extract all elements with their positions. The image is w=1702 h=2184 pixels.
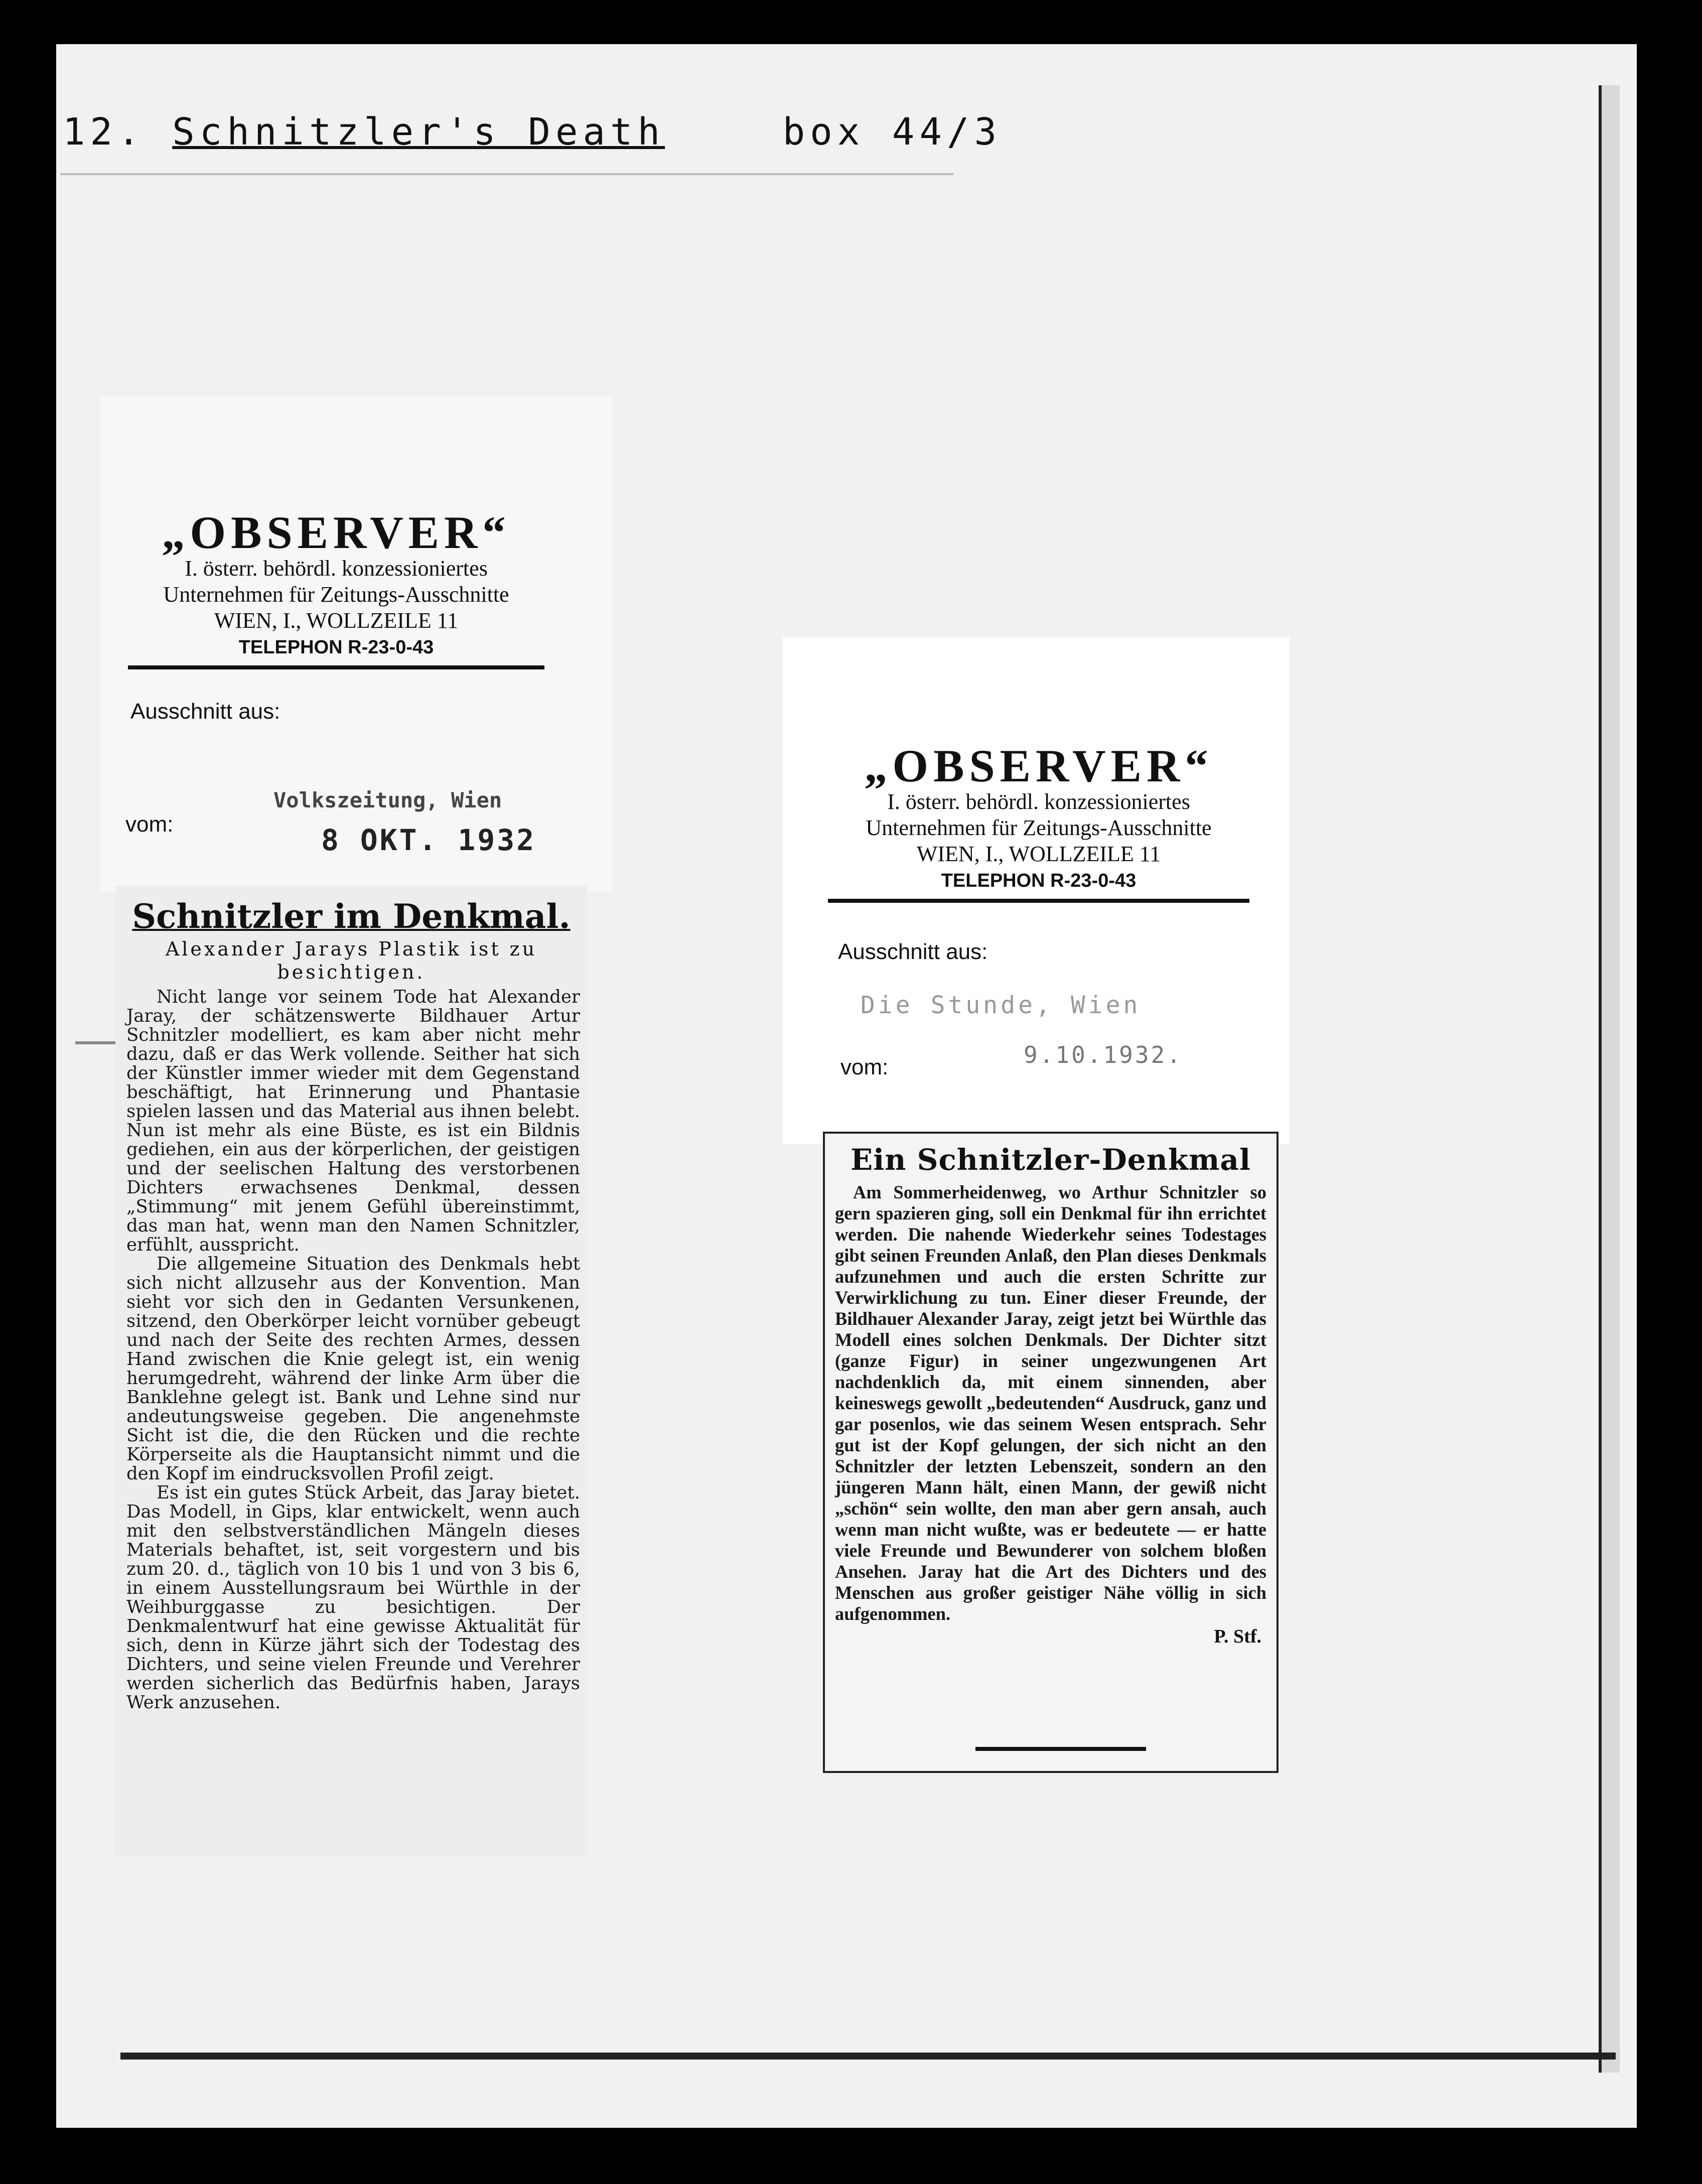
article-ein-schnitzler-denkmal <box>823 1132 1279 1773</box>
observer-address: WIEN, I., WOLLZEILE 11 <box>916 841 1161 866</box>
observer-telephone: TELEPHON R-23-0-43 <box>238 636 434 658</box>
observer-brand: „OBSERVER“ <box>864 740 1213 791</box>
observer-letterhead-left <box>128 509 544 669</box>
box-label: box 44/3 <box>782 110 1002 154</box>
article-paragraph: Die allgemeine Situation des Denkmals hebt sich nicht allzusehr aus der Konvention. Man sieht vor sich den in Gedanten Versunkenen, sitzend, den Oberkörper leicht vornüber gebeugt und nach der Seite des rechten Armes, dessen Hand zwischen die Knie gelegt ist, ein wenig herumgedreht, während der linke Arm über die Banklehne gelegt ist. Bank und Lehne sind nur andeutungsweise gegeben. Die angenehmste Sicht ist die, die den Rücken und die rechte Körperseite als die Hauptansicht nimmt und die den Kopf im eindrucksvollen Profil zeigt. <box>126 1254 580 1484</box>
article-paragraph: Nicht lange vor seinem Tode hat Alexander Jaray, der schätzenswerte Bildhauer Artur Schnitzler modelliert, es kam aber nicht mehr dazu, daß er das Werk vollende. Seither hat sich der Künstler immer wieder mit dem Gegenstand beschäftigt, hat Erinnerung und Phantasie spielen lassen und das Material aus ihnen belebt. Nun ist mehr als eine Büste, es ist ein Bildnis gediehen, ein aus der körperlichen, der geistigen und der seelischen Haltung des verstorbenen Dichters erwachsenes Denkmal, dessen „Stimmung“ mit jenem Gefühl übereinstimmt, das man hat, wenn man den Namen Schnitzler, erfühlt, ausspricht. <box>126 987 580 1256</box>
folder-header <box>63 110 1002 154</box>
article-paragraph: Es ist ein gutes Stück Arbeit, das Jaray bietet. Das Modell, in Gips, klar entwickelt, wenn auch mit den selbstverständlichen Mängeln dieses Materials behaftet, ist, seit vorgestern und bis zum 20. d., täglich von 10 bis 1 und von 3 bis 6, in einem Ausstellungsraum bei Würthle in der Weihburggasse zu besichtigen. Der Denkmalentwurf hat eine gewisse Aktualität für sich, denn in Kürze jährt sich der Todestag des Dichters, und seine vielen Freunde und Verehrer werden sicherlich das Bedürfnis haben, Jarays Werk anzusehen. <box>126 1482 580 1713</box>
observer-line-1: I. österr. behördl. konzessioniertes <box>185 556 488 581</box>
article-paragraph: Am Sommerheidenweg, wo Arthur Schnitzler so gern spazieren ging, soll ein Denkmal für ihn errichtet werden. Die nahende Wiederkehr seines Todestages gibt seinen Freunden Anlaß, den Plan dieses Denkmals aufzunehmen und auch die ersten Schritte zur Verwirklichung zu tun. Einer dieser Freunde, der Bildhauer Alexander Jaray, zeigt jetzt bei Würthle das Modell eines solchen Denkmals. Der Dichter sitzt (ganze Figur) in seiner ungezwungenen Art nachdenklich da, mit einem sinnenden, aber keineswegs gewollt „bedeutenden“ Ausdruck, ganz und gar posenlos, wie das seinem Wesen entsprach. Sehr gut ist der Kopf gelungen, der sich nicht an den Schnitzler der letzten Lebenszeit, sondern an den jüngeren Mann hält, einen Mann, der gewiß nicht „schön“ sein wollte, den man aber gern ansah, auch wenn man nicht wußte, was er bedeutete — er hatte viele Freunde und Bewunderer von solchem bloßen Ansehen. Jaray hat die Art des Dichters und des Menschen aus großer geistiger Nähe völlig in sich aufgenommen. <box>835 1182 1266 1624</box>
article-headline: Ein Schnitzler-Denkmal <box>850 1143 1251 1177</box>
margin-mark <box>75 1041 120 1044</box>
folder-title: Schnitzler's Death <box>172 110 665 154</box>
date-stamp-right: 9.10.1932. <box>1024 1041 1183 1068</box>
vom-label-right: vom: <box>840 1055 889 1079</box>
article-body <box>115 984 587 1712</box>
source-stamp-right: Die Stunde, Wien <box>861 991 1141 1019</box>
date-stamp-left: 8 OKT. 1932 <box>321 823 536 857</box>
observer-line-2: Unternehmen für Zeitungs-Ausschnitte <box>163 582 509 607</box>
article-signature: P. Stf. <box>1214 1626 1261 1647</box>
article-body <box>825 1182 1277 1624</box>
observer-brand: „OBSERVER“ <box>162 507 511 558</box>
observer-line-2: Unternehmen für Zeitungs-Ausschnitte <box>866 815 1212 840</box>
folder-edge <box>1599 85 1620 2073</box>
ausschnitt-label-left: Ausschnitt aus: <box>130 699 280 724</box>
observer-rule <box>128 665 544 669</box>
folder-number: 12. <box>63 110 145 154</box>
source-stamp-left: Volkszeitung, Wien <box>273 788 502 812</box>
observer-rule <box>828 899 1249 903</box>
article-subheadline: Alexander Jarays Plastik ist zu besichtigen. <box>165 938 537 983</box>
observer-letterhead-right <box>828 740 1249 903</box>
vom-label-left: vom: <box>125 812 174 837</box>
ausschnitt-label-right: Ausschnitt aus: <box>838 939 988 964</box>
observer-line-1: I. österr. behördl. konzessioniertes <box>887 789 1190 814</box>
article-schnitzler-im-denkmal <box>115 886 587 1857</box>
article-headline: Schnitzler im Denkmal. <box>132 897 571 936</box>
observer-telephone: TELEPHON R-23-0-43 <box>941 870 1137 891</box>
article-end-rule <box>975 1747 1146 1751</box>
observer-address: WIEN, I., WOLLZEILE 11 <box>214 608 459 633</box>
header-rule <box>60 173 953 175</box>
folder-bottom-edge <box>120 2053 1616 2060</box>
